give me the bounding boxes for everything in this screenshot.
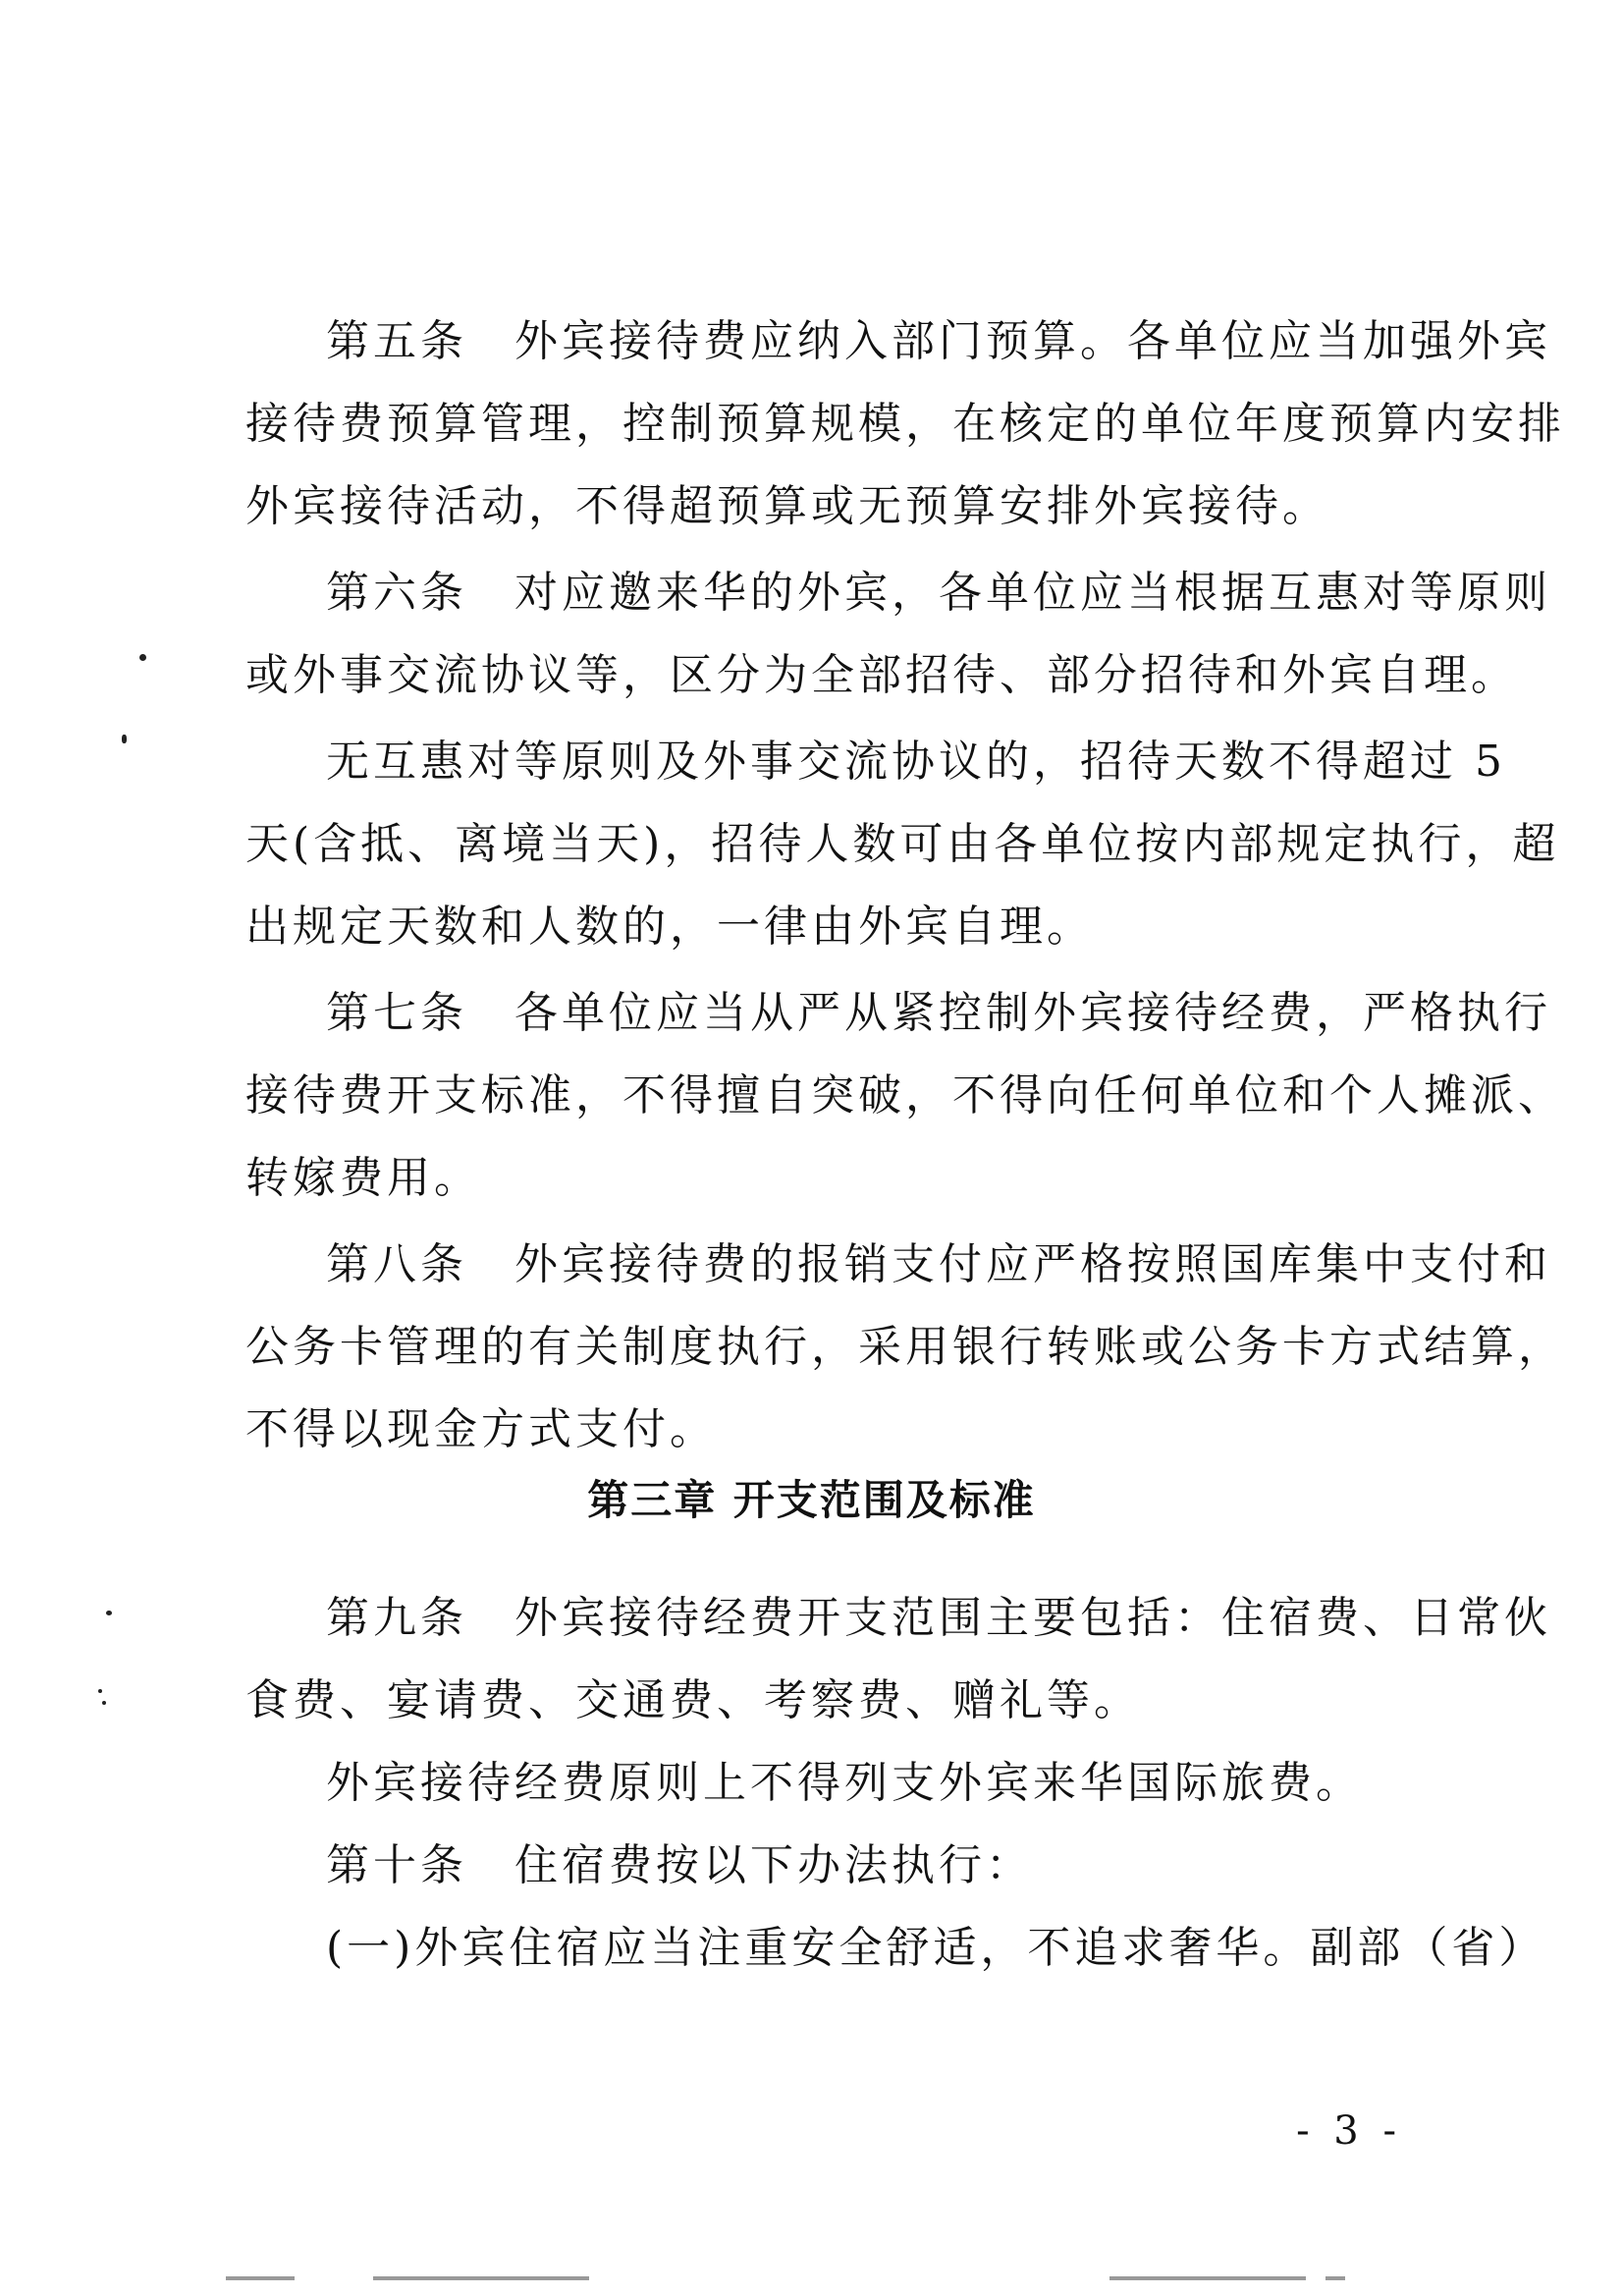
article-6-para-2-line-2: 天(含抵、离境当天)，招待人数可由各单位按内部规定执行，超	[245, 819, 1560, 869]
article-5-line-3: 外宾接待活动，不得超预算或无预算安排外宾接待。	[245, 481, 1329, 531]
article-6-line-1: 第六条 对应邀来华的外宾，各单位应当根据互惠对等原则	[326, 568, 1551, 618]
article-8-line-2: 公务卡管理的有关制度执行，采用银行转账或公务卡方式结算，	[245, 1322, 1565, 1372]
article-5-line-2: 接待费预算管理，控制预算规模，在核定的单位年度预算内安排	[245, 399, 1565, 449]
scan-speck	[139, 654, 146, 661]
scan-speck	[106, 1611, 112, 1615]
article-7-line-2: 接待费开支标准，不得擅自突破，不得向任何单位和个人摊派、	[245, 1070, 1565, 1121]
article-5-line-1: 第五条 外宾接待费应纳入部门预算。各单位应当加强外宾	[326, 316, 1551, 366]
article-6-line-2: 或外事交流协议等，区分为全部招待、部分招待和外宾自理。	[245, 650, 1518, 700]
article-9-line-2: 食费、宴请费、交通费、考察费、赠礼等。	[245, 1675, 1141, 1725]
scan-noise	[1109, 2276, 1306, 2280]
scan-noise	[1325, 2276, 1345, 2280]
scan-noise	[226, 2276, 295, 2280]
article-7-line-3: 转嫁费用。	[245, 1153, 481, 1203]
scan-speck	[122, 735, 127, 743]
article-6-para-2-line-3: 出规定天数和人数的，一律由外宾自理。	[245, 902, 1094, 952]
article-8-line-3: 不得以现金方式支付。	[245, 1404, 717, 1454]
article-9-line-1: 第九条 外宾接待经费开支范围主要包括：住宿费、日常伙	[326, 1593, 1551, 1643]
chapter-heading: 第三章 开支范围及标准	[587, 1476, 1036, 1524]
scan-noise	[373, 2276, 589, 2280]
article-9-para-2: 外宾接待经费原则上不得列支外宾来华国际旅费。	[326, 1758, 1363, 1808]
article-7-line-1: 第七条 各单位应当从严从紧控制外宾接待经费，严格执行	[326, 988, 1551, 1038]
article-10-line-1: 第十条 住宿费按以下办法执行：	[326, 1840, 1033, 1890]
article-6-para-2-line-1: 无互惠对等原则及外事交流协议的，招待天数不得超过 5	[326, 737, 1506, 787]
page-number: - 3 -	[1296, 2108, 1402, 2154]
scan-speck	[98, 1689, 102, 1693]
scan-speck	[102, 1701, 106, 1705]
article-10-item-1-line-1: (一)外宾住宿应当注重安全舒适，不追求奢华。副部（省）	[326, 1923, 1546, 1973]
article-8-line-1: 第八条 外宾接待费的报销支付应严格按照国库集中支付和	[326, 1239, 1551, 1289]
